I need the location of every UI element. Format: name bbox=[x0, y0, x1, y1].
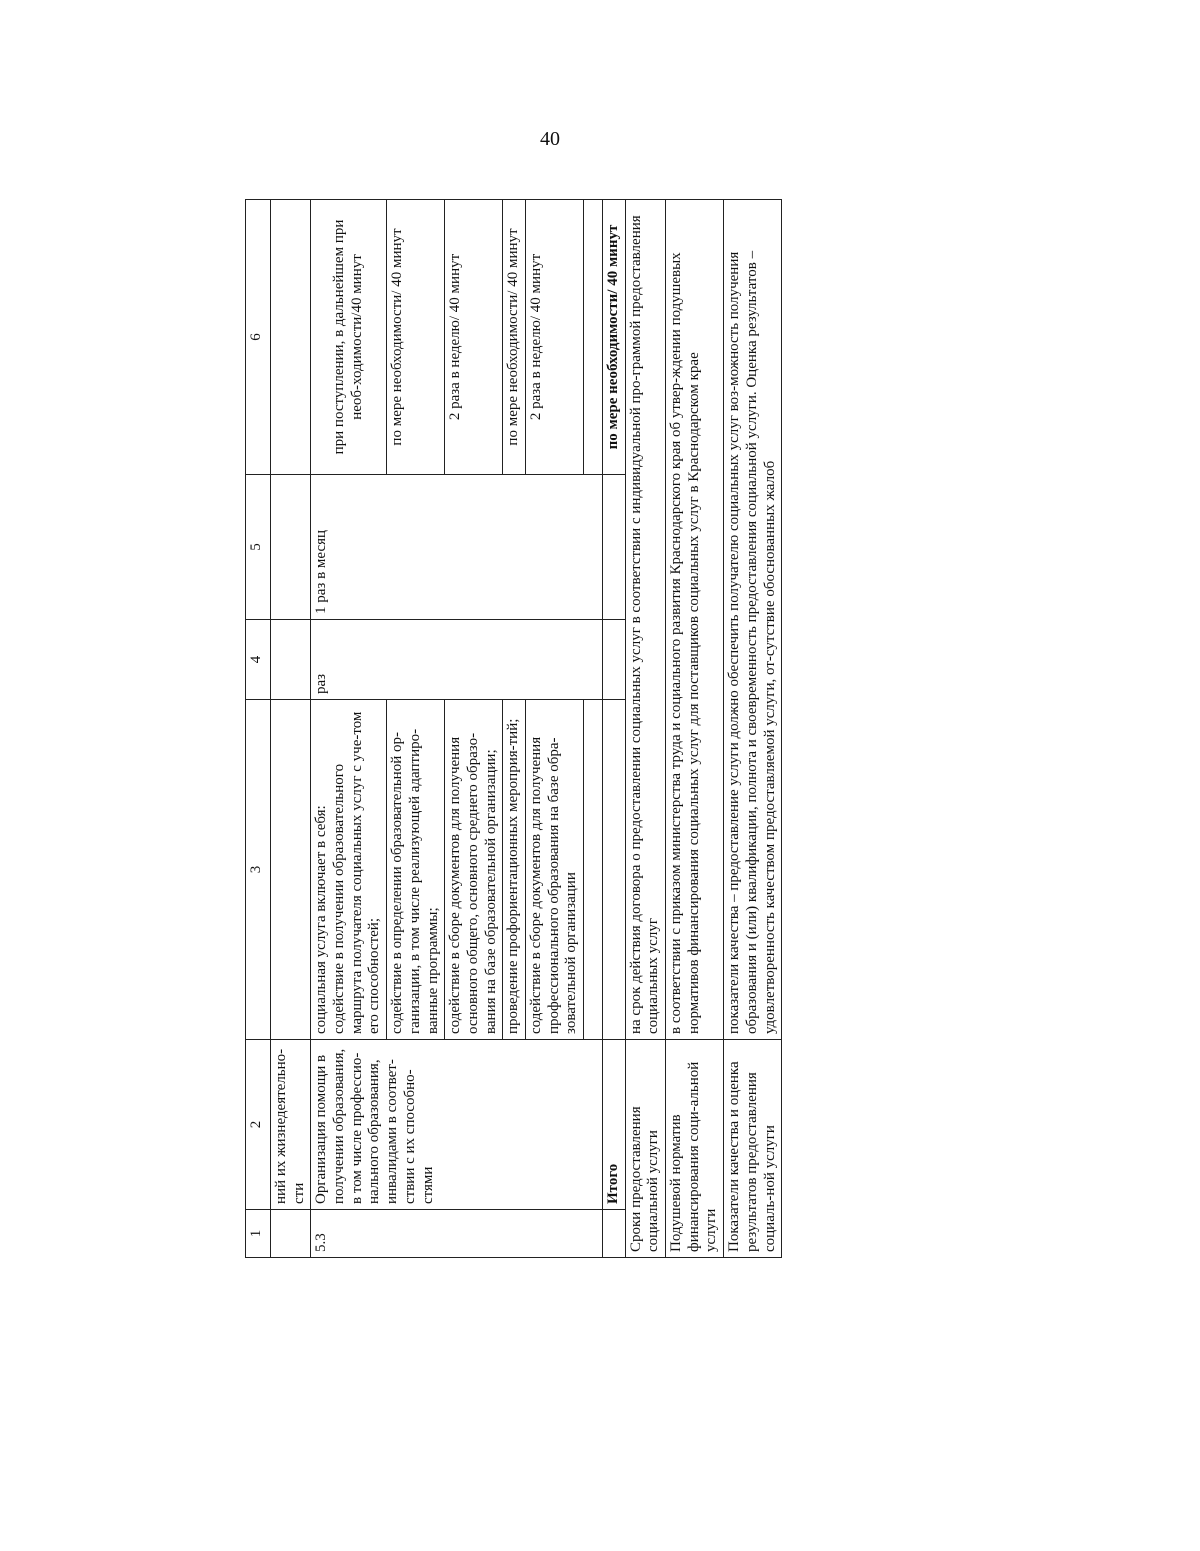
footer-text: показатели качества – предоставление услуги должно обеспечить получателю социальных услуг воз-можность получения образования и (или) квалификации, полнота и своевременность предоставления социальной услуги. Оценка результатов – удовлетворенность качеством предоставляемой услуги, от-сутствие обоснованных жалоб bbox=[724, 200, 782, 1040]
service-item-description: содействие в сборе документов для получения профессионального образования на базе обра-зовательной организации bbox=[525, 700, 583, 1040]
service-item-description: содействие в определении образовательной ор-ганизации, в том числе реализующей адаптиро-ванные программы; bbox=[387, 700, 445, 1040]
header-cell-5: 5 bbox=[246, 475, 271, 620]
service-item-time: по мере необходимости/ 40 минут bbox=[503, 200, 526, 475]
service-intro-and-item-1 bbox=[311, 700, 387, 1040]
service-item-time: 2 раза в неделю/ 40 минут bbox=[445, 200, 503, 475]
header-cell-3: 3 bbox=[246, 700, 271, 1040]
footer-text: в соответствии с приказом министерства труда и социального развития Краснодарского края об утвер-ждении подушевых нормативов финансирования социальных услуг для поставщиков социальных услуг в Краснодарском крае bbox=[666, 200, 724, 1040]
service-item-time: при поступлении, в дальнейшем при необ-ходимости/40 минут bbox=[311, 200, 387, 475]
footer-text: на срок действия договора о предоставлении социальных услуг в соответствии с индивидуальной про-граммой предоставления социальных услуг bbox=[625, 200, 665, 1040]
services-table bbox=[245, 199, 782, 1258]
total-row bbox=[603, 200, 626, 1258]
continuation-name: ний их жизнедеятельно-сти bbox=[271, 1040, 311, 1210]
continuation-number bbox=[271, 1210, 311, 1258]
service-item-description: содействие в получении образовательного маршрута получателя социальных услуг с уче-том его способностей; bbox=[331, 711, 383, 1034]
total-label: Итого bbox=[603, 1040, 626, 1210]
total-time: по мере необходимости/ 40 минут bbox=[603, 200, 626, 475]
continuation-row bbox=[271, 200, 311, 1258]
service-frequency: 1 раз в месяц bbox=[311, 475, 603, 620]
service-intro: социальная услуга включает в себя: bbox=[313, 805, 330, 1034]
page-number: 40 bbox=[540, 128, 560, 150]
service-unit: раз bbox=[311, 620, 603, 700]
service-item-description: проведение профориентационных мероприя-тий; bbox=[503, 700, 526, 1040]
footer-label: Подушевой норматив финансирования соци-альной услуги bbox=[666, 1040, 724, 1258]
footer-label: Показатели качества и оценка результатов предоставления социаль-ной услуги bbox=[724, 1040, 782, 1258]
service-item-time: по мере необходимости/ 40 минут bbox=[387, 200, 445, 475]
header-cell-6: 6 bbox=[246, 200, 271, 475]
header-cell-1: 1 bbox=[246, 1210, 271, 1258]
footer-row bbox=[666, 200, 724, 1258]
footer-row bbox=[625, 200, 665, 1258]
service-row bbox=[311, 200, 387, 1258]
service-number: 5.3 bbox=[311, 1210, 603, 1258]
service-item-description: содействие в сборе документов для получения основного общего, основного среднего образо-вания на базе образовательной организации; bbox=[445, 700, 503, 1040]
rotated-table-container bbox=[245, 200, 1017, 1258]
header-cell-4: 4 bbox=[246, 620, 271, 700]
footer-label: Сроки предоставления социальной услуги bbox=[625, 1040, 665, 1258]
header-cell-2: 2 bbox=[246, 1040, 271, 1210]
service-name: Организация помощи в получении образования, в том числе профессио-нального образования, инвалидами в соответ-ствии с их способно-стями bbox=[311, 1040, 603, 1210]
service-item-time: 2 раза в неделю/ 40 минут bbox=[525, 200, 583, 475]
footer-row bbox=[724, 200, 782, 1258]
header-row bbox=[246, 200, 271, 1258]
